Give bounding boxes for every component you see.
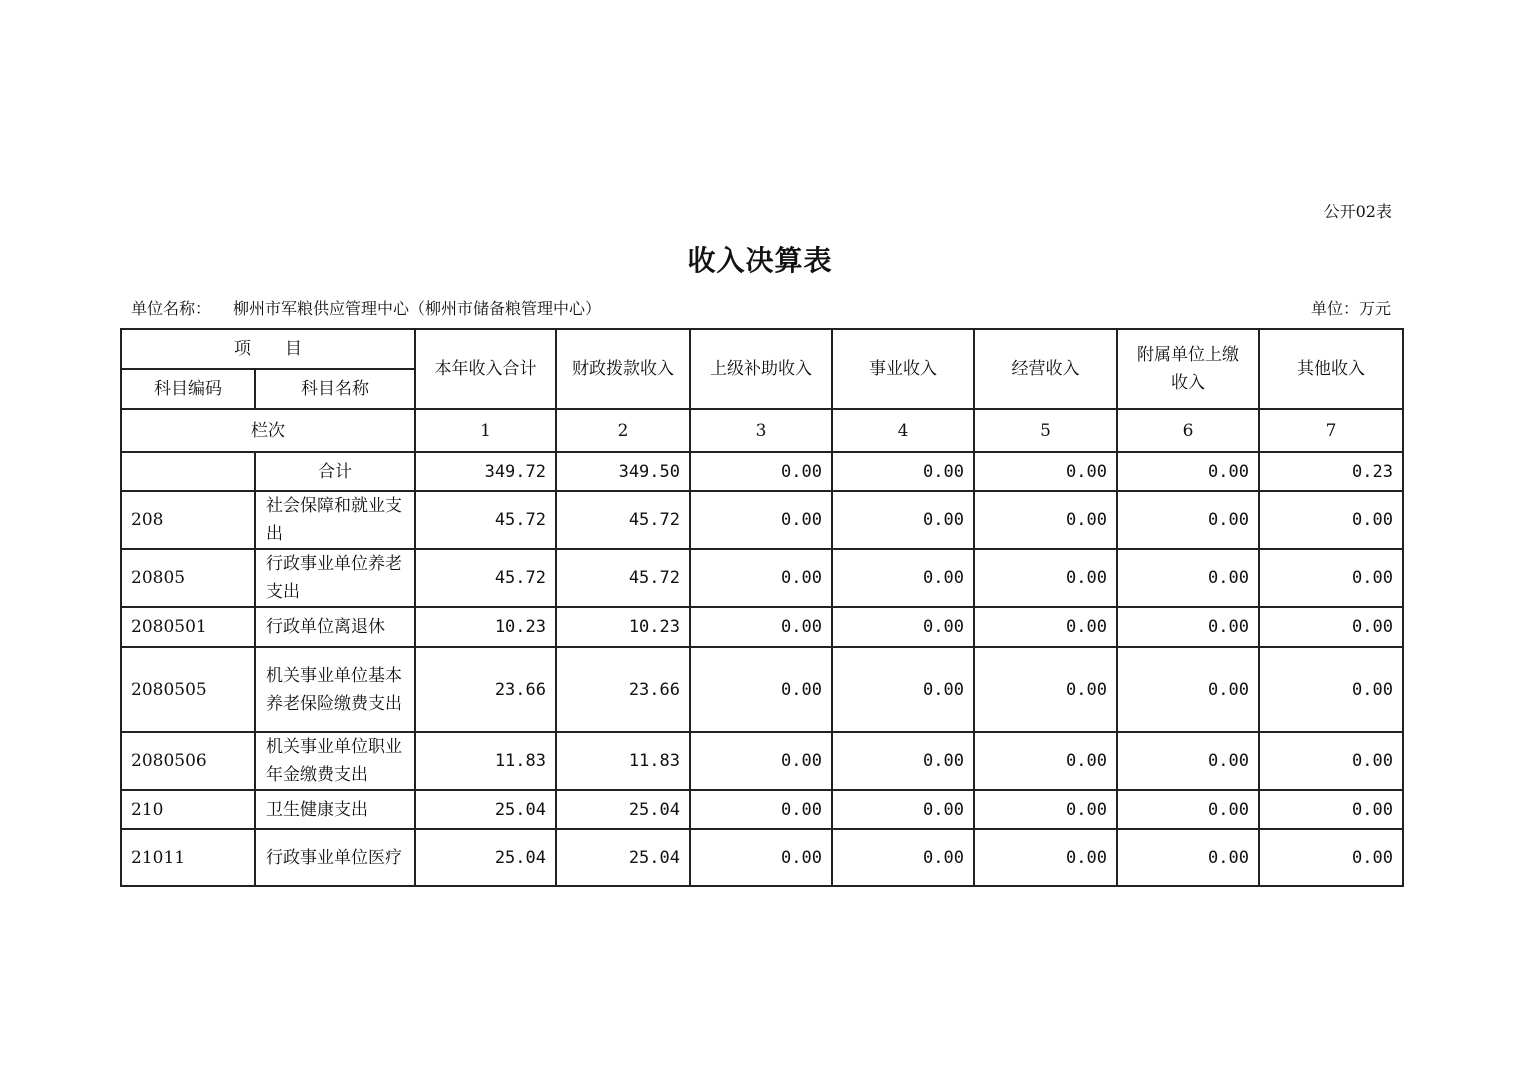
subject-name: 卫生健康支出 [255,790,415,829]
table-row [121,790,1403,829]
row-index-6: 6 [1117,409,1259,452]
subject-name: 行政事业单位养老支出 [255,549,415,607]
header-name: 科目名称 [255,369,415,409]
amount-cell: 0.00 [1259,829,1403,886]
form-number: 公开02表 [1323,202,1392,221]
subject-name: 机关事业单位基本养老保险缴费支出 [255,647,415,732]
amount-cell: 0.00 [1117,732,1259,790]
page-title: 收入决算表 [687,244,833,277]
header-col-fiscal: 财政拨款收入 [556,329,690,409]
total-row [121,452,1403,491]
header-col-total: 本年收入合计 [415,329,556,409]
amount-cell: 0.00 [1117,491,1259,549]
total-value: 0.00 [1117,452,1259,491]
amount-cell: 45.72 [556,549,690,607]
income-table [120,328,1404,887]
amount-cell: 0.00 [974,549,1117,607]
amount-cell: 0.00 [1117,549,1259,607]
amount-cell: 0.00 [690,829,832,886]
amount-cell: 0.00 [690,549,832,607]
amount-cell: 0.00 [1259,491,1403,549]
amount-cell: 45.72 [415,491,556,549]
table-row [121,607,1403,647]
amount-cell: 23.66 [556,647,690,732]
total-value: 0.00 [690,452,832,491]
amount-cell: 0.00 [1259,732,1403,790]
row-index-4: 4 [832,409,974,452]
header-code: 科目编码 [121,369,255,409]
subject-code: 2080506 [121,732,255,790]
amount-cell: 0.00 [974,647,1117,732]
amount-cell: 23.66 [415,647,556,732]
amount-cell: 11.83 [556,732,690,790]
amount-cell: 10.23 [556,607,690,647]
amount-cell: 0.00 [974,491,1117,549]
table-row [121,732,1403,790]
amount-cell: 0.00 [974,607,1117,647]
table-row [121,491,1403,549]
amount-cell: 0.00 [1259,790,1403,829]
subject-code: 20805 [121,549,255,607]
total-value: 0.23 [1259,452,1403,491]
amount-cell: 45.72 [415,549,556,607]
amount-cell: 0.00 [832,491,974,549]
row-index-row [121,409,1403,452]
amount-cell: 0.00 [1117,607,1259,647]
subject-code: 2080501 [121,607,255,647]
total-value: 349.72 [415,452,556,491]
amount-cell: 0.00 [690,732,832,790]
subject-name: 机关事业单位职业年金缴费支出 [255,732,415,790]
amount-cell: 0.00 [1259,607,1403,647]
amount-cell: 0.00 [1259,549,1403,607]
org-label: 单位名称： [131,299,212,318]
currency-unit: 单位：万元 [1310,299,1391,318]
amount-cell: 25.04 [415,829,556,886]
amount-cell: 0.00 [1117,790,1259,829]
amount-cell: 0.00 [832,647,974,732]
amount-cell: 25.04 [556,790,690,829]
total-value: 0.00 [832,452,974,491]
subject-code: 208 [121,491,255,549]
amount-cell: 0.00 [974,732,1117,790]
amount-cell: 0.00 [1259,647,1403,732]
amount-cell: 45.72 [556,491,690,549]
amount-cell: 0.00 [832,732,974,790]
amount-cell: 0.00 [690,491,832,549]
table-row [121,829,1403,886]
amount-cell: 0.00 [1117,829,1259,886]
amount-cell: 25.04 [556,829,690,886]
header-col-other: 其他收入 [1259,329,1403,409]
org-info [131,296,601,319]
total-value: 349.50 [556,452,690,491]
amount-cell: 0.00 [832,549,974,607]
row-index-1: 1 [415,409,556,452]
amount-cell: 0.00 [832,790,974,829]
row-index-label: 栏次 [121,409,415,452]
amount-cell: 0.00 [690,607,832,647]
org-name: 柳州市军粮供应管理中心（柳州市储备粮管理中心） [233,299,602,318]
amount-cell: 0.00 [974,829,1117,886]
subject-name: 社会保障和就业支出 [255,491,415,549]
header-col-business: 事业收入 [832,329,974,409]
row-index-2: 2 [556,409,690,452]
amount-cell: 0.00 [832,607,974,647]
total-value: 0.00 [974,452,1117,491]
total-name: 合计 [255,452,415,491]
subject-name: 行政事业单位医疗 [255,829,415,886]
table-row [121,647,1403,732]
amount-cell: 10.23 [415,607,556,647]
amount-cell: 11.83 [415,732,556,790]
subject-code: 2080505 [121,647,255,732]
amount-cell: 0.00 [832,829,974,886]
row-index-5: 5 [974,409,1117,452]
amount-cell: 25.04 [415,790,556,829]
amount-cell: 0.00 [690,790,832,829]
header-item: 项 目 [121,329,415,369]
row-index-3: 3 [690,409,832,452]
amount-cell: 0.00 [974,790,1117,829]
header-col-operating: 经营收入 [974,329,1117,409]
subject-name: 行政单位离退休 [255,607,415,647]
row-index-7: 7 [1259,409,1403,452]
unit-info-row [131,296,1391,320]
subject-code: 210 [121,790,255,829]
amount-cell: 0.00 [1117,647,1259,732]
header-col-superior: 上级补助收入 [690,329,832,409]
subject-code: 21011 [121,829,255,886]
table-row [121,549,1403,607]
header-col-affiliated: 附属单位上缴收入 [1117,329,1259,409]
total-code [121,452,255,491]
amount-cell: 0.00 [690,647,832,732]
